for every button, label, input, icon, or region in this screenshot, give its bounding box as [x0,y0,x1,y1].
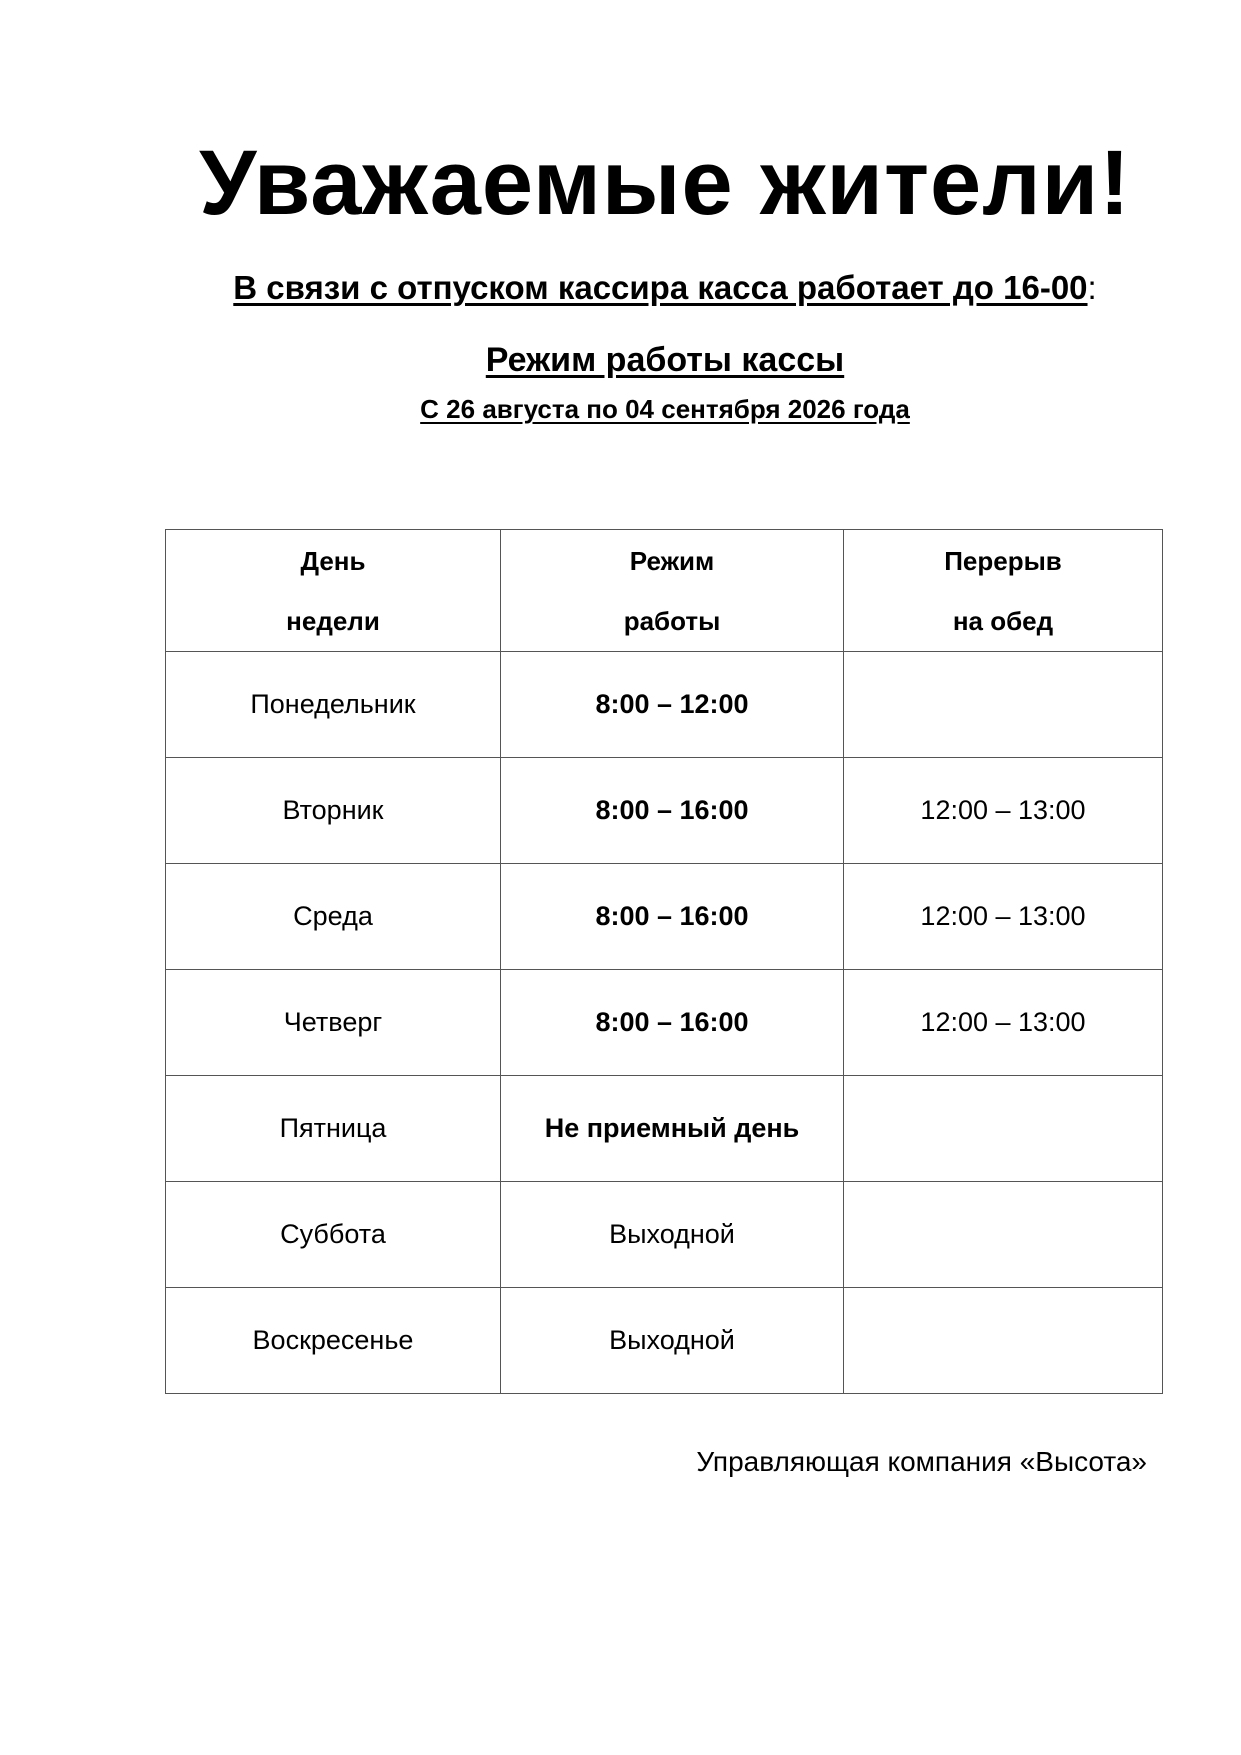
day-cell: Понедельник [166,652,501,758]
day-cell: Вторник [166,758,501,864]
header-day [166,530,501,652]
schedule-heading: Режим работы кассы [485,341,845,379]
signature: Управляющая компания «Высота» [696,1446,1147,1477]
hours-cell: Выходной [501,1182,844,1288]
day-cell: Четверг [166,970,501,1076]
schedule-table [165,529,1163,1394]
break-cell: 12:00 – 13:00 [844,970,1163,1076]
table-row [166,970,1163,1076]
table-row [166,1076,1163,1182]
header-hours-line1: Режим [629,545,715,576]
table-row [166,864,1163,970]
table-row [166,1182,1163,1288]
header-hours-line2: работы [623,605,721,636]
table-header-row [166,530,1163,652]
break-cell: 12:00 – 13:00 [844,864,1163,970]
hours-cell: 8:00 – 12:00 [501,652,844,758]
break-cell [844,1288,1163,1394]
table-row [166,758,1163,864]
break-cell [844,652,1163,758]
hours-cell: Выходной [501,1288,844,1394]
header-break-line1: Перерыв [944,545,1062,576]
notice-subtitle-text: В связи с отпуском кассира касса работает до 16-00 [233,269,1088,306]
hours-cell: 8:00 – 16:00 [501,864,844,970]
table-row [166,652,1163,758]
header-break-line2: на обед [952,605,1054,636]
table-row [166,1288,1163,1394]
break-cell [844,1182,1163,1288]
notice-subtitle-colon: : [1087,269,1097,306]
break-cell [844,1076,1163,1182]
hours-cell: 8:00 – 16:00 [501,970,844,1076]
break-cell: 12:00 – 13:00 [844,758,1163,864]
day-cell: Среда [166,864,501,970]
header-hours [501,530,844,652]
day-cell: Воскресенье [166,1288,501,1394]
hours-cell: Не приемный день [501,1076,844,1182]
day-cell: Суббота [166,1182,501,1288]
header-day-line2: недели [286,605,380,636]
header-break [844,530,1163,652]
schedule-period: С 26 августа по 04 сентября 2026 года [420,394,910,424]
notice-subtitle [0,268,1241,308]
day-cell: Пятница [166,1076,501,1182]
hours-cell: 8:00 – 16:00 [501,758,844,864]
page-title: Уважаемые жители! [199,132,1131,234]
header-day-line1: День [300,545,366,576]
